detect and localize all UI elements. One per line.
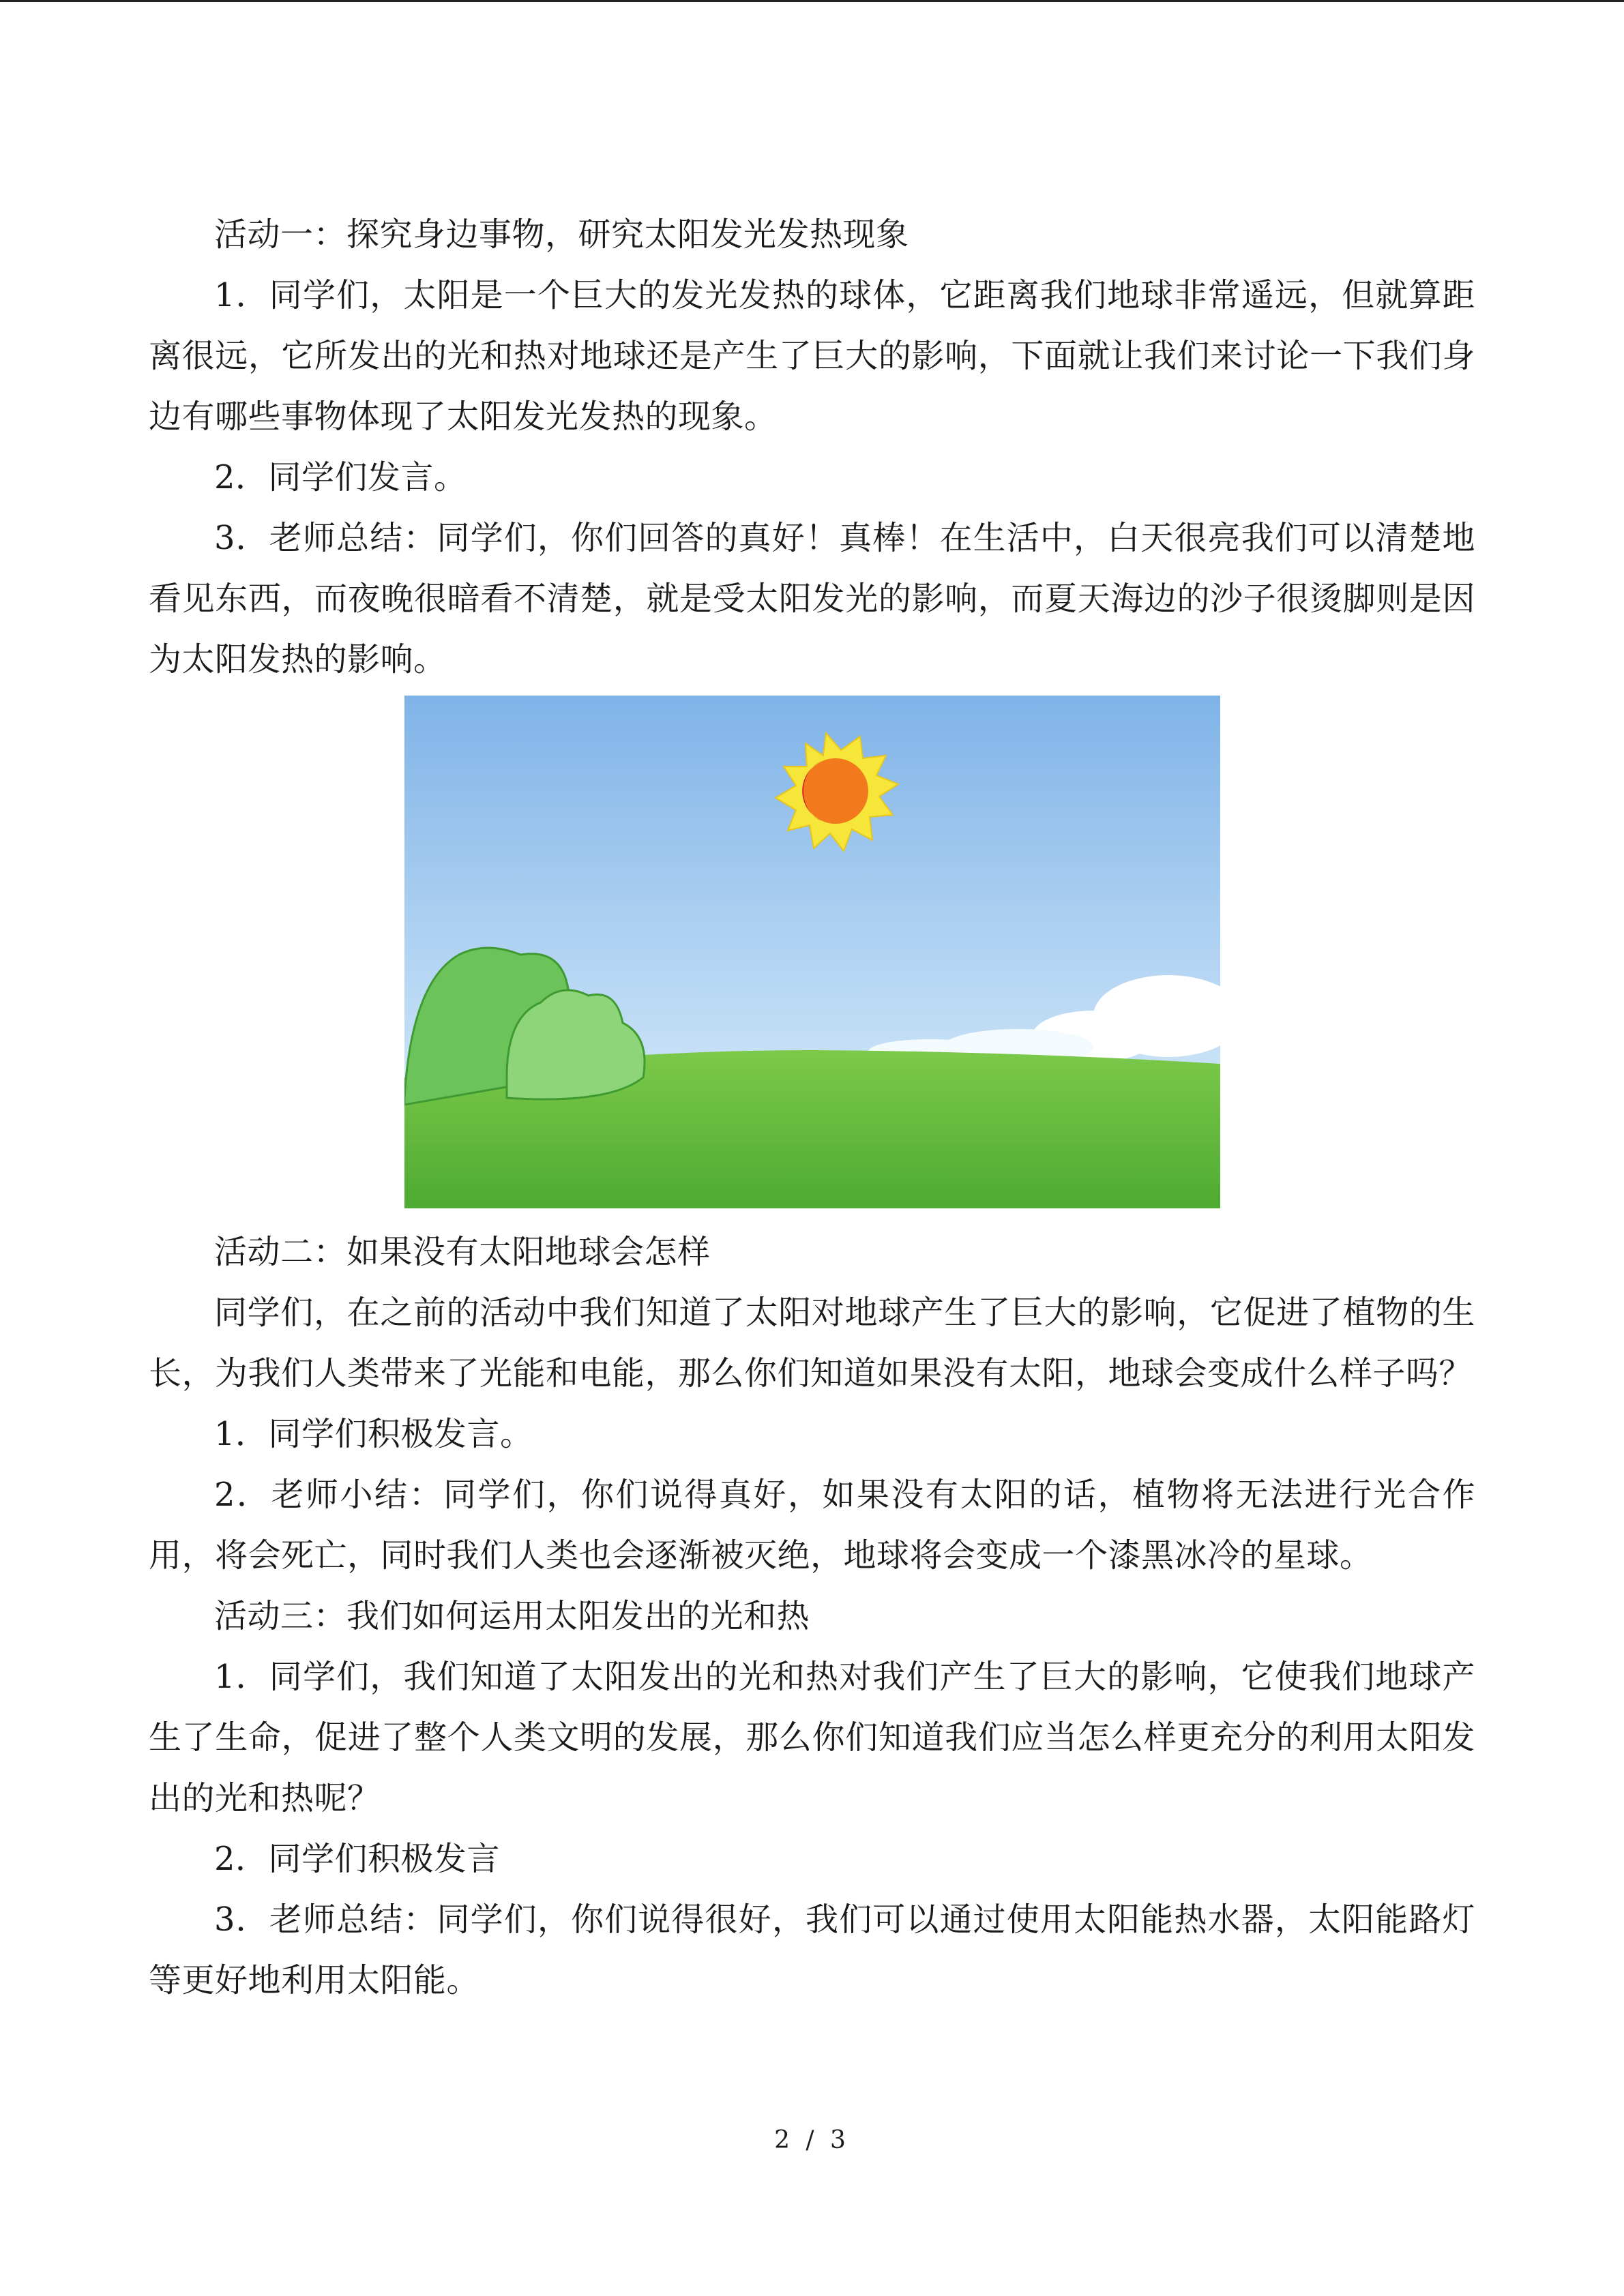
paragraph: 1．同学们，我们知道了太阳发出的光和热对我们产生了巨大的影响，它使我们地球产生了生命，促进了整个人类文明的发展，那么你们知道我们应当怎么样更充分的利用太阳发出的光和热呢？ — [149, 1658, 1475, 1817]
paragraph: 3．老师总结：同学们，你们回答的真好！真棒！在生活中，白天很亮我们可以清楚地看见东西，而夜晚很暗看不清楚，就是受太阳发光的影响，而夏天海边的沙子很烫脚则是因为太阳发热的影响。 — [149, 519, 1475, 679]
paragraph: 1．同学们积极发言。 — [214, 1415, 533, 1453]
sun-landscape-illustration — [404, 696, 1220, 1208]
activity-one-heading: 活动一：探究身边事物，研究太阳发光发热现象 — [214, 215, 909, 254]
paragraph: 同学们，在之前的活动中我们知道了太阳对地球产生了巨大的影响，它促进了植物的生长，为我们人类带来了光能和电能，那么你们知道如果没有太阳，地球会变成什么样子吗？ — [149, 1294, 1475, 1392]
paragraph: 2．同学们发言。 — [214, 458, 467, 496]
paragraph: 1．同学们，太阳是一个巨大的发光发热的球体，它距离我们地球非常遥远，但就算距离很远，它所发出的光和热对地球还是产生了巨大的影响，下面就让我们来讨论一下我们身边有哪些事物体现了太阳发光发热的现象。 — [149, 276, 1475, 436]
page-number: 2 / 3 — [774, 2126, 850, 2154]
activity-three-heading: 活动三：我们如何运用太阳发出的光和热 — [214, 1597, 810, 1635]
activity-two-heading: 活动二：如果没有太阳地球会怎样 — [214, 1233, 711, 1271]
paragraph: 2．老师小结：同学们，你们说得真好，如果没有太阳的话，植物将无法进行光合作用，将会死亡，同时我们人类也会逐渐被灭绝，地球将会变成一个漆黑冰冷的星球。 — [149, 1476, 1475, 1575]
document-page — [149, 205, 1475, 2011]
top-border-line — [0, 0, 1624, 2]
paragraph: 2．同学们积极发言 — [214, 1840, 501, 1878]
paragraph: 3．老师总结：同学们，你们说得很好，我们可以通过使用太阳能热水器，太阳能路灯等更好地利用太阳能。 — [149, 1900, 1475, 1999]
